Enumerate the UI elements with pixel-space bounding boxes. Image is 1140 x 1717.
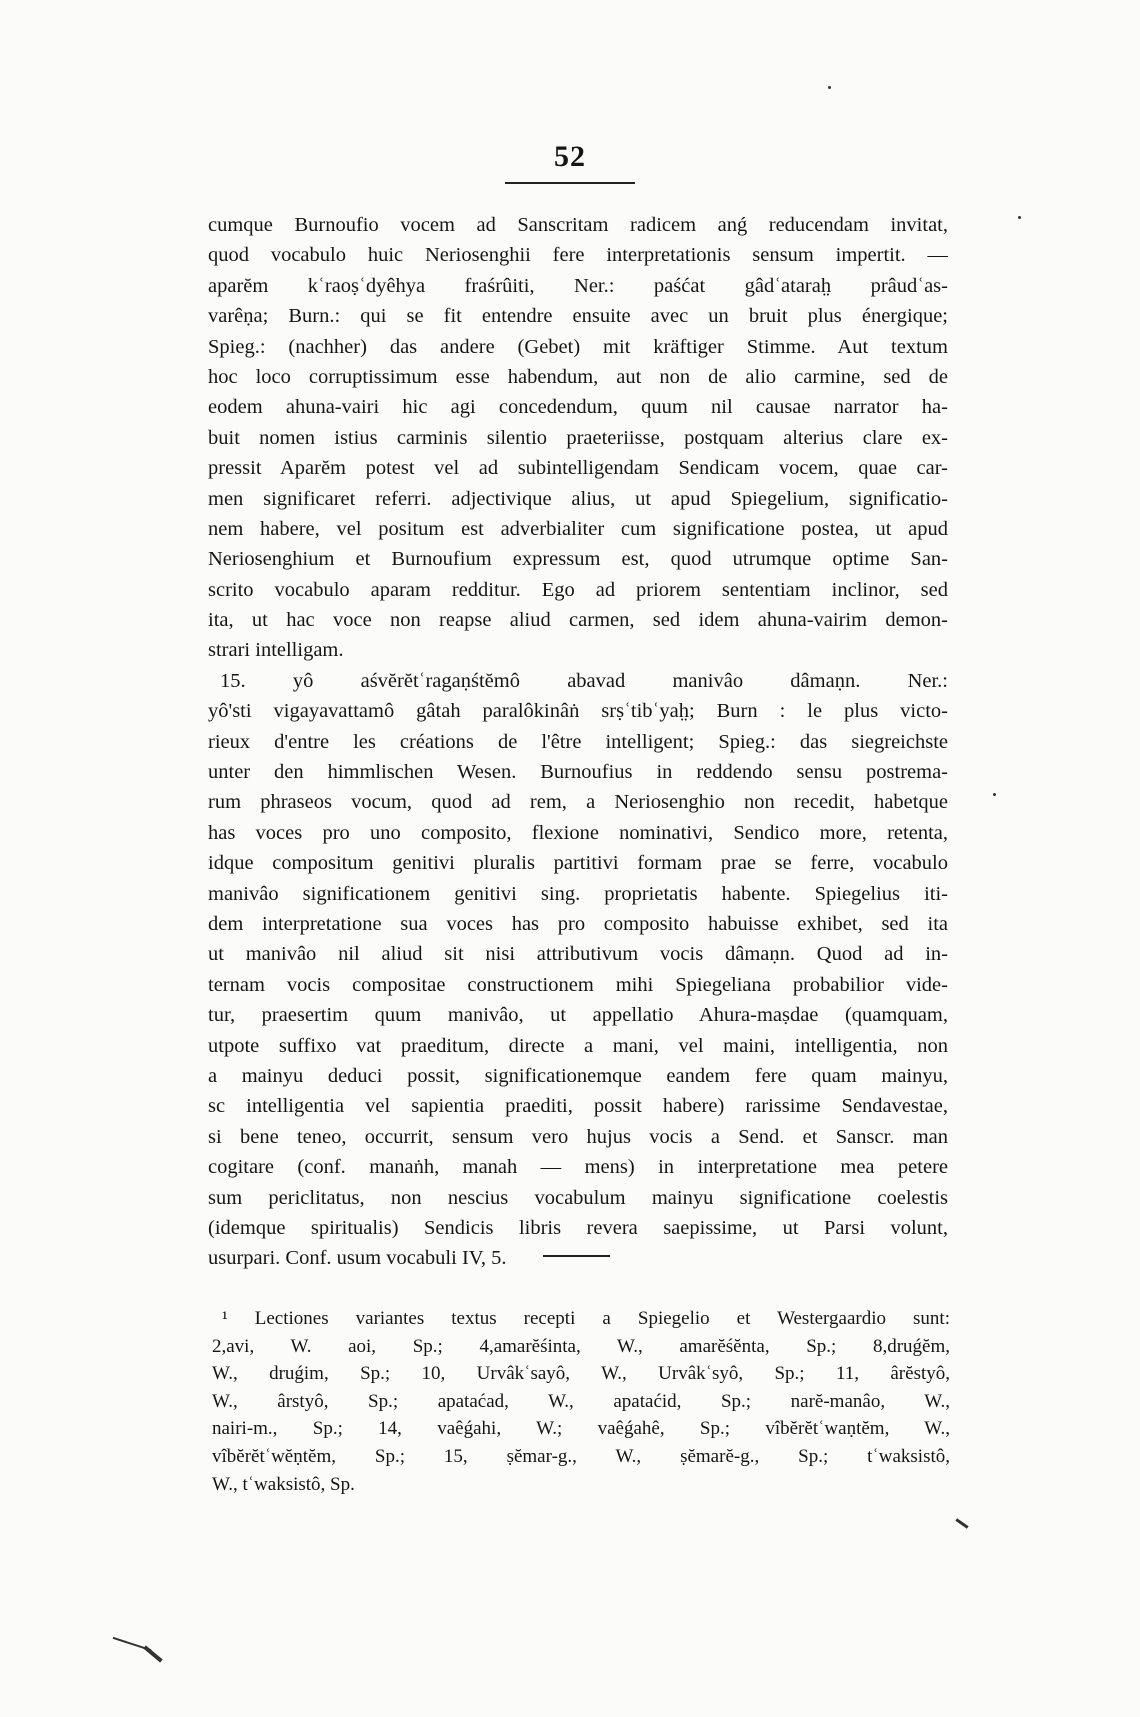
text-line: sc intelligentia vel sapientia praediti, possit habere) rarissime Sendavestae, (208, 1095, 948, 1118)
text-line: sum periclitatus, non nescius vocabulum mainyu significatione coelestis (208, 1186, 948, 1209)
text-line: buit nomen istius carminis silentio praeteriisse, postquam alterius clare ex- (208, 426, 948, 449)
text-line: ut manivâo nil aliud sit nisi attributivum vocis dâmaṇn. Quod ad in- (208, 943, 948, 966)
text-line: Neriosenghium et Burnoufium expressum est, quod utrumque optime San- (208, 548, 948, 571)
text-line: yô'sti vigayavattamô gâtah paralôkinâṅ srṣʿtibʿyah̤; Burn : le plus victo- (208, 700, 948, 723)
text-line: 15. yô aśvĕrĕtʿragaṇśtĕmô abavad manivâo dâmaṇn. Ner.: (220, 669, 948, 692)
footnote-line: nairi-m., Sp.; 14, vaêǵahi, W.; vaêǵahê, Sp.; vîbĕrĕtʿwaṇtĕm, W., (212, 1418, 950, 1440)
footnote-line: vîbĕrĕtʿwĕṇtĕm, Sp.; 15, ṣĕmar-g., W., ṣĕmarĕ-g., Sp.; tʿwaksistô, (212, 1445, 950, 1467)
text-line: ita, ut hac voce non reapse aliud carmen, sed idem ahuna-vairim demon- (208, 609, 948, 632)
footnote-line: 2,avi, W. aoi, Sp.; 4,amarĕśinta, W., amarĕśĕnta, Sp.; 8,druǵĕm, (212, 1335, 950, 1357)
text-line: a mainyu deduci possit, significationemque eandem fere quam mainyu, (208, 1064, 948, 1087)
page-number: 52 (554, 140, 586, 173)
main-text (208, 210, 948, 1274)
text-line: aparĕm kʿraoṣʿdyêhya fraśrûiti, Ner.: paśćat gâdʿatarah̤ prâudʿas- (208, 274, 948, 297)
text-line: manivâo significationem genitivi sing. proprietatis habente. Spiegelius iti- (208, 882, 948, 905)
text-line: (idemque spiritualis) Sendicis libris revera saepissime, ut Parsi volunt, (208, 1216, 948, 1239)
scan-speck (143, 1645, 162, 1662)
footnote-line: W., druǵim, Sp.; 10, Urvâkʿsayô, W., Urvâkʿsyô, Sp.; 11, ârĕstyô, (212, 1363, 950, 1385)
footnote-line: W., ârstyô, Sp.; apataćad, W., apataćid, Sp.; narĕ-manâo, W., (212, 1390, 950, 1412)
text-line: cogitare (conf. manaṅh, manah — mens) in interpretatione mea petere (208, 1156, 948, 1179)
text-line: pressit Aparĕm potest vel ad subintelligendam Sendicam vocem, quae car- (208, 457, 948, 480)
text-line: hoc loco corruptissimum esse habendum, aut non de alio carmine, sed de (208, 365, 948, 388)
text-line: men significaret referri. adjectivique alius, ut apud Spiegelium, significatio- (208, 487, 948, 510)
text-line: eodem ahuna-vairi hic agi concedendum, quum nil causae narrator ha- (208, 396, 948, 419)
scan-speck (993, 793, 996, 796)
text-line: unter den himmlischen Wesen. Burnoufius in reddendo sensu postrema- (208, 761, 948, 784)
footnote-line: W., tʿwaksistô, Sp. (212, 1473, 355, 1495)
text-line: si bene teneo, occurrit, sensum vero hujus vocis a Send. et Sanscr. man (208, 1125, 948, 1148)
text-line: cumque Burnoufio vocem ad Sanscritam radicem anǵ reducendam invitat, (208, 214, 948, 236)
text-line: Spieg.: (nachher) das andere (Gebet) mit kräftiger Stimme. Aut textum (208, 335, 948, 358)
text-line: tur, praesertim quum manivâo, ut appellatio Ahura-maṣdae (quamquam, (208, 1004, 948, 1027)
text-line: nem habere, vel positum est adverbialiter cum significatione postea, ut apud (208, 517, 948, 540)
text-line: varêṇa; Burn.: qui se fit entendre ensuite avec un bruit plus énergique; (208, 305, 948, 328)
text-line: strari intelligam. (208, 639, 344, 662)
scan-speck (1018, 216, 1021, 219)
footnote-line: ¹ Lectiones variantes textus recepti a Spiegelio et Westergaardio sunt: (222, 1308, 950, 1329)
text-line: idque compositum genitivi pluralis partitivi formam prae se ferre, vocabulo (208, 852, 948, 875)
text-line: ternam vocis compositae constructionem mihi Spiegeliana probabilior vide- (208, 973, 948, 996)
scan-speck (955, 1518, 968, 1528)
text-line: dem interpretatione sua voces has pro composito habuisse exhibet, sed ita (208, 912, 948, 935)
text-line: scrito vocabulo aparam redditur. Ego ad priorem sententiam inclinor, sed (208, 578, 948, 601)
footnote (212, 1305, 950, 1498)
text-line: quod vocabulo huic Neriosenghii fere interpretationis sensum impertit. — (208, 244, 948, 267)
text-line: rieux d'entre les créations de l'être intelligent; Spieg.: das siegreichste (208, 730, 948, 753)
section-divider (543, 1255, 610, 1257)
text-line: utpote suffixo vat praeditum, directe a mani, vel maini, intelligentia, non (208, 1034, 948, 1057)
text-line: usurpari. Conf. usum vocabuli IV, 5. (208, 1247, 507, 1270)
top-rule (505, 182, 635, 184)
text-line: has voces pro uno composito, flexione nominativi, Sendico more, retenta, (208, 821, 948, 844)
scan-speck (828, 86, 831, 89)
text-line: rum phraseos vocum, quod ad rem, a Neriosenghio non recedit, habetque (208, 791, 948, 814)
